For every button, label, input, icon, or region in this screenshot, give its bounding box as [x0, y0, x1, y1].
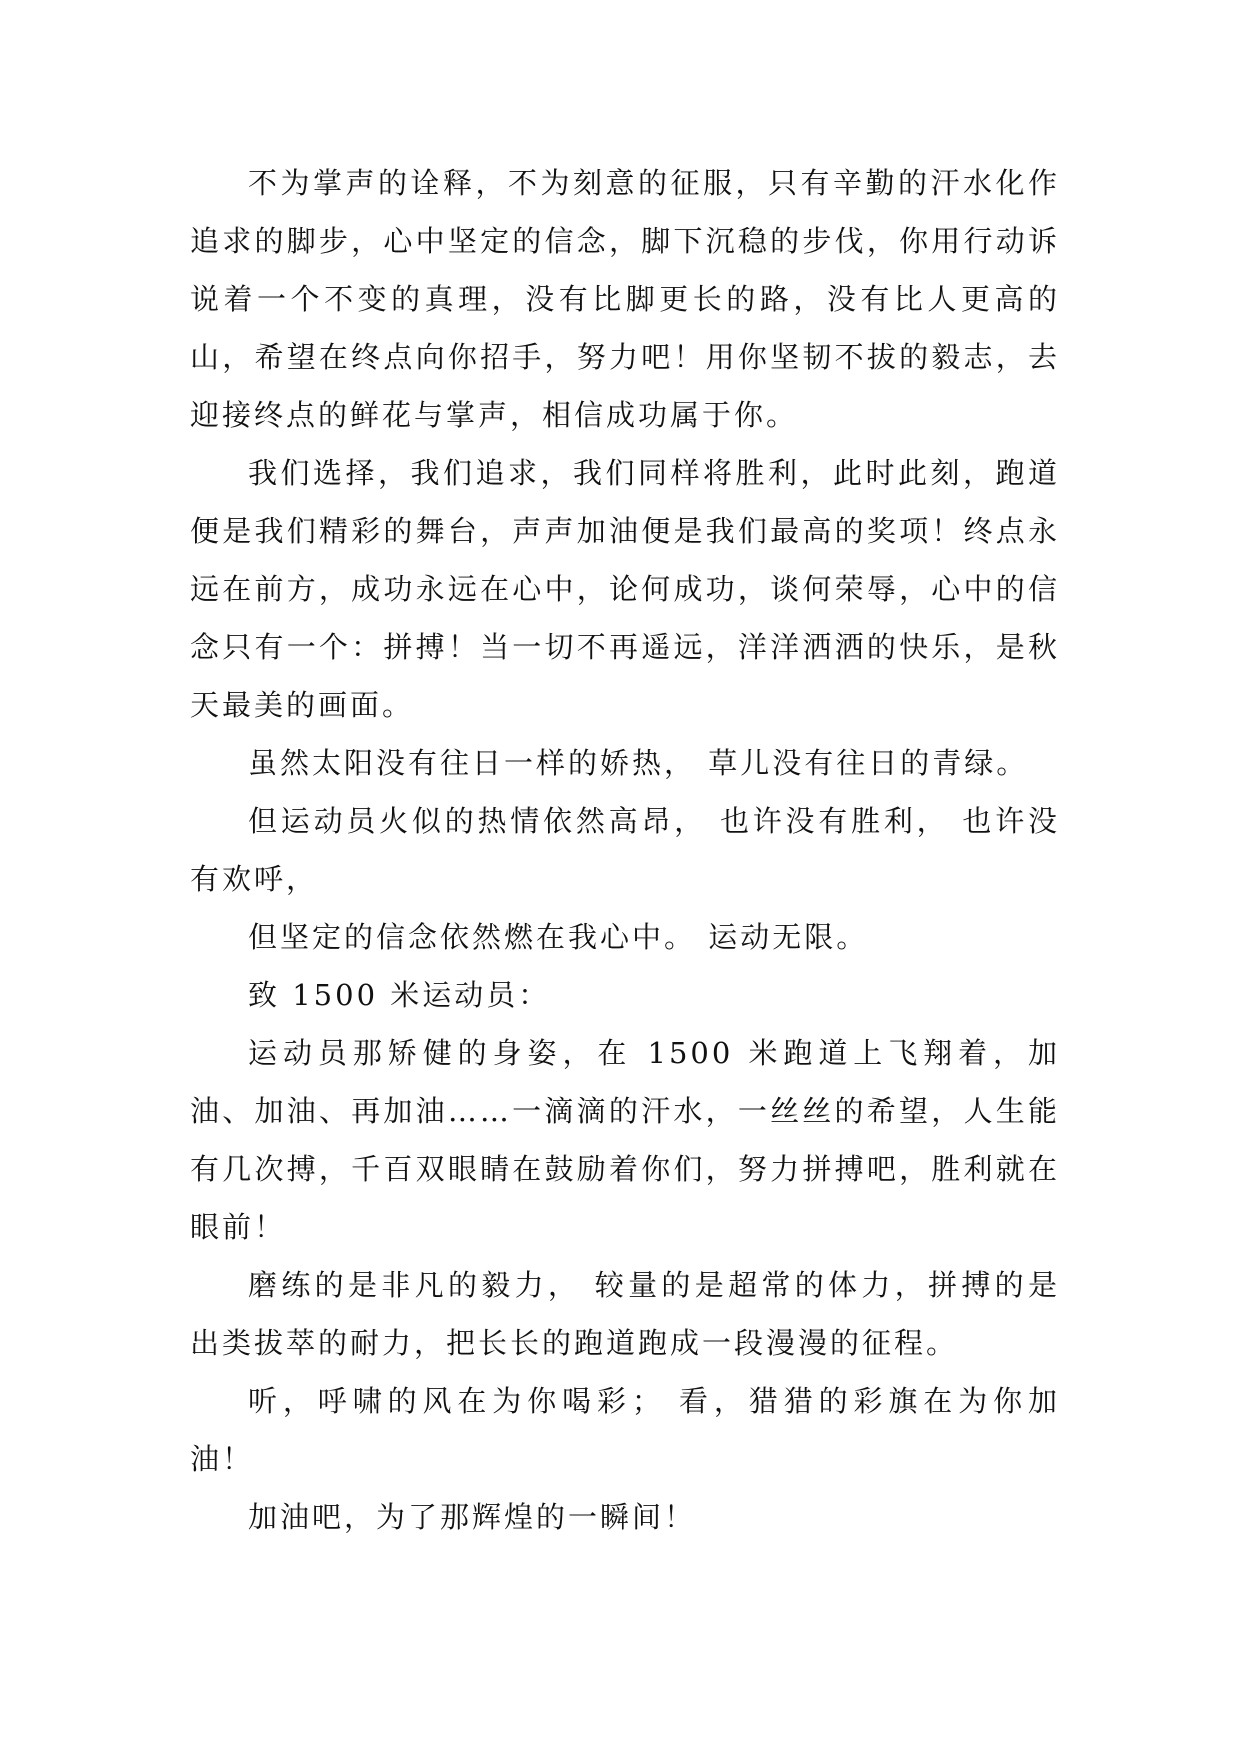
paragraph-2: 我们选择，我们追求，我们同样将胜利，此时此刻，跑道便是我们精彩的舞台，声声加油便是我们最高的奖项！终点永远在前方，成功永远在心中，论何成功，谈何荣辱，心中的信念只有一个：拼搏！当一切不再遥远，洋洋洒洒的快乐，是秋天最美的画面。 — [190, 456, 1060, 722]
paragraph-7: 运动员那矫健的身姿，在 1500 米跑道上飞翔着，加油、加油、再加油……一滴滴的汗水，一丝丝的希望，人生能有几次搏，千百双眼睛在鼓励着你们，努力拼搏吧，胜利就在眼前！ — [190, 1036, 1060, 1244]
paragraph-4: 但运动员火似的热情依然高昂， 也许没有胜利， 也许没有欢呼， — [190, 804, 1060, 896]
paragraph-9: 听，呼啸的风在为你喝彩； 看，猎猎的彩旗在为你加油！ — [190, 1384, 1060, 1476]
paragraph-5: 但坚定的信念依然燃在我心中。 运动无限。 — [248, 920, 869, 954]
paragraph-6: 致 1500 米运动员： — [248, 978, 551, 1012]
paragraph-3: 虽然太阳没有往日一样的娇热， 草儿没有往日的青绿。 — [248, 746, 1029, 780]
paragraph-8: 磨练的是非凡的毅力， 较量的是超常的体力，拼搏的是出类拔萃的耐力，把长长的跑道跑成一段漫漫的征程。 — [190, 1268, 1060, 1360]
document-body — [190, 154, 1060, 1546]
paragraph-10: 加油吧，为了那辉煌的一瞬间！ — [248, 1500, 697, 1534]
paragraph-1: 不为掌声的诠释，不为刻意的征服，只有辛勤的汗水化作追求的脚步，心中坚定的信念，脚下沉稳的步伐，你用行动诉说着一个不变的真理，没有比脚更长的路，没有比人更高的山，希望在终点向你招手，努力吧！用你坚韧不拔的毅志，去迎接终点的鲜花与掌声，相信成功属于你。 — [190, 166, 1060, 432]
